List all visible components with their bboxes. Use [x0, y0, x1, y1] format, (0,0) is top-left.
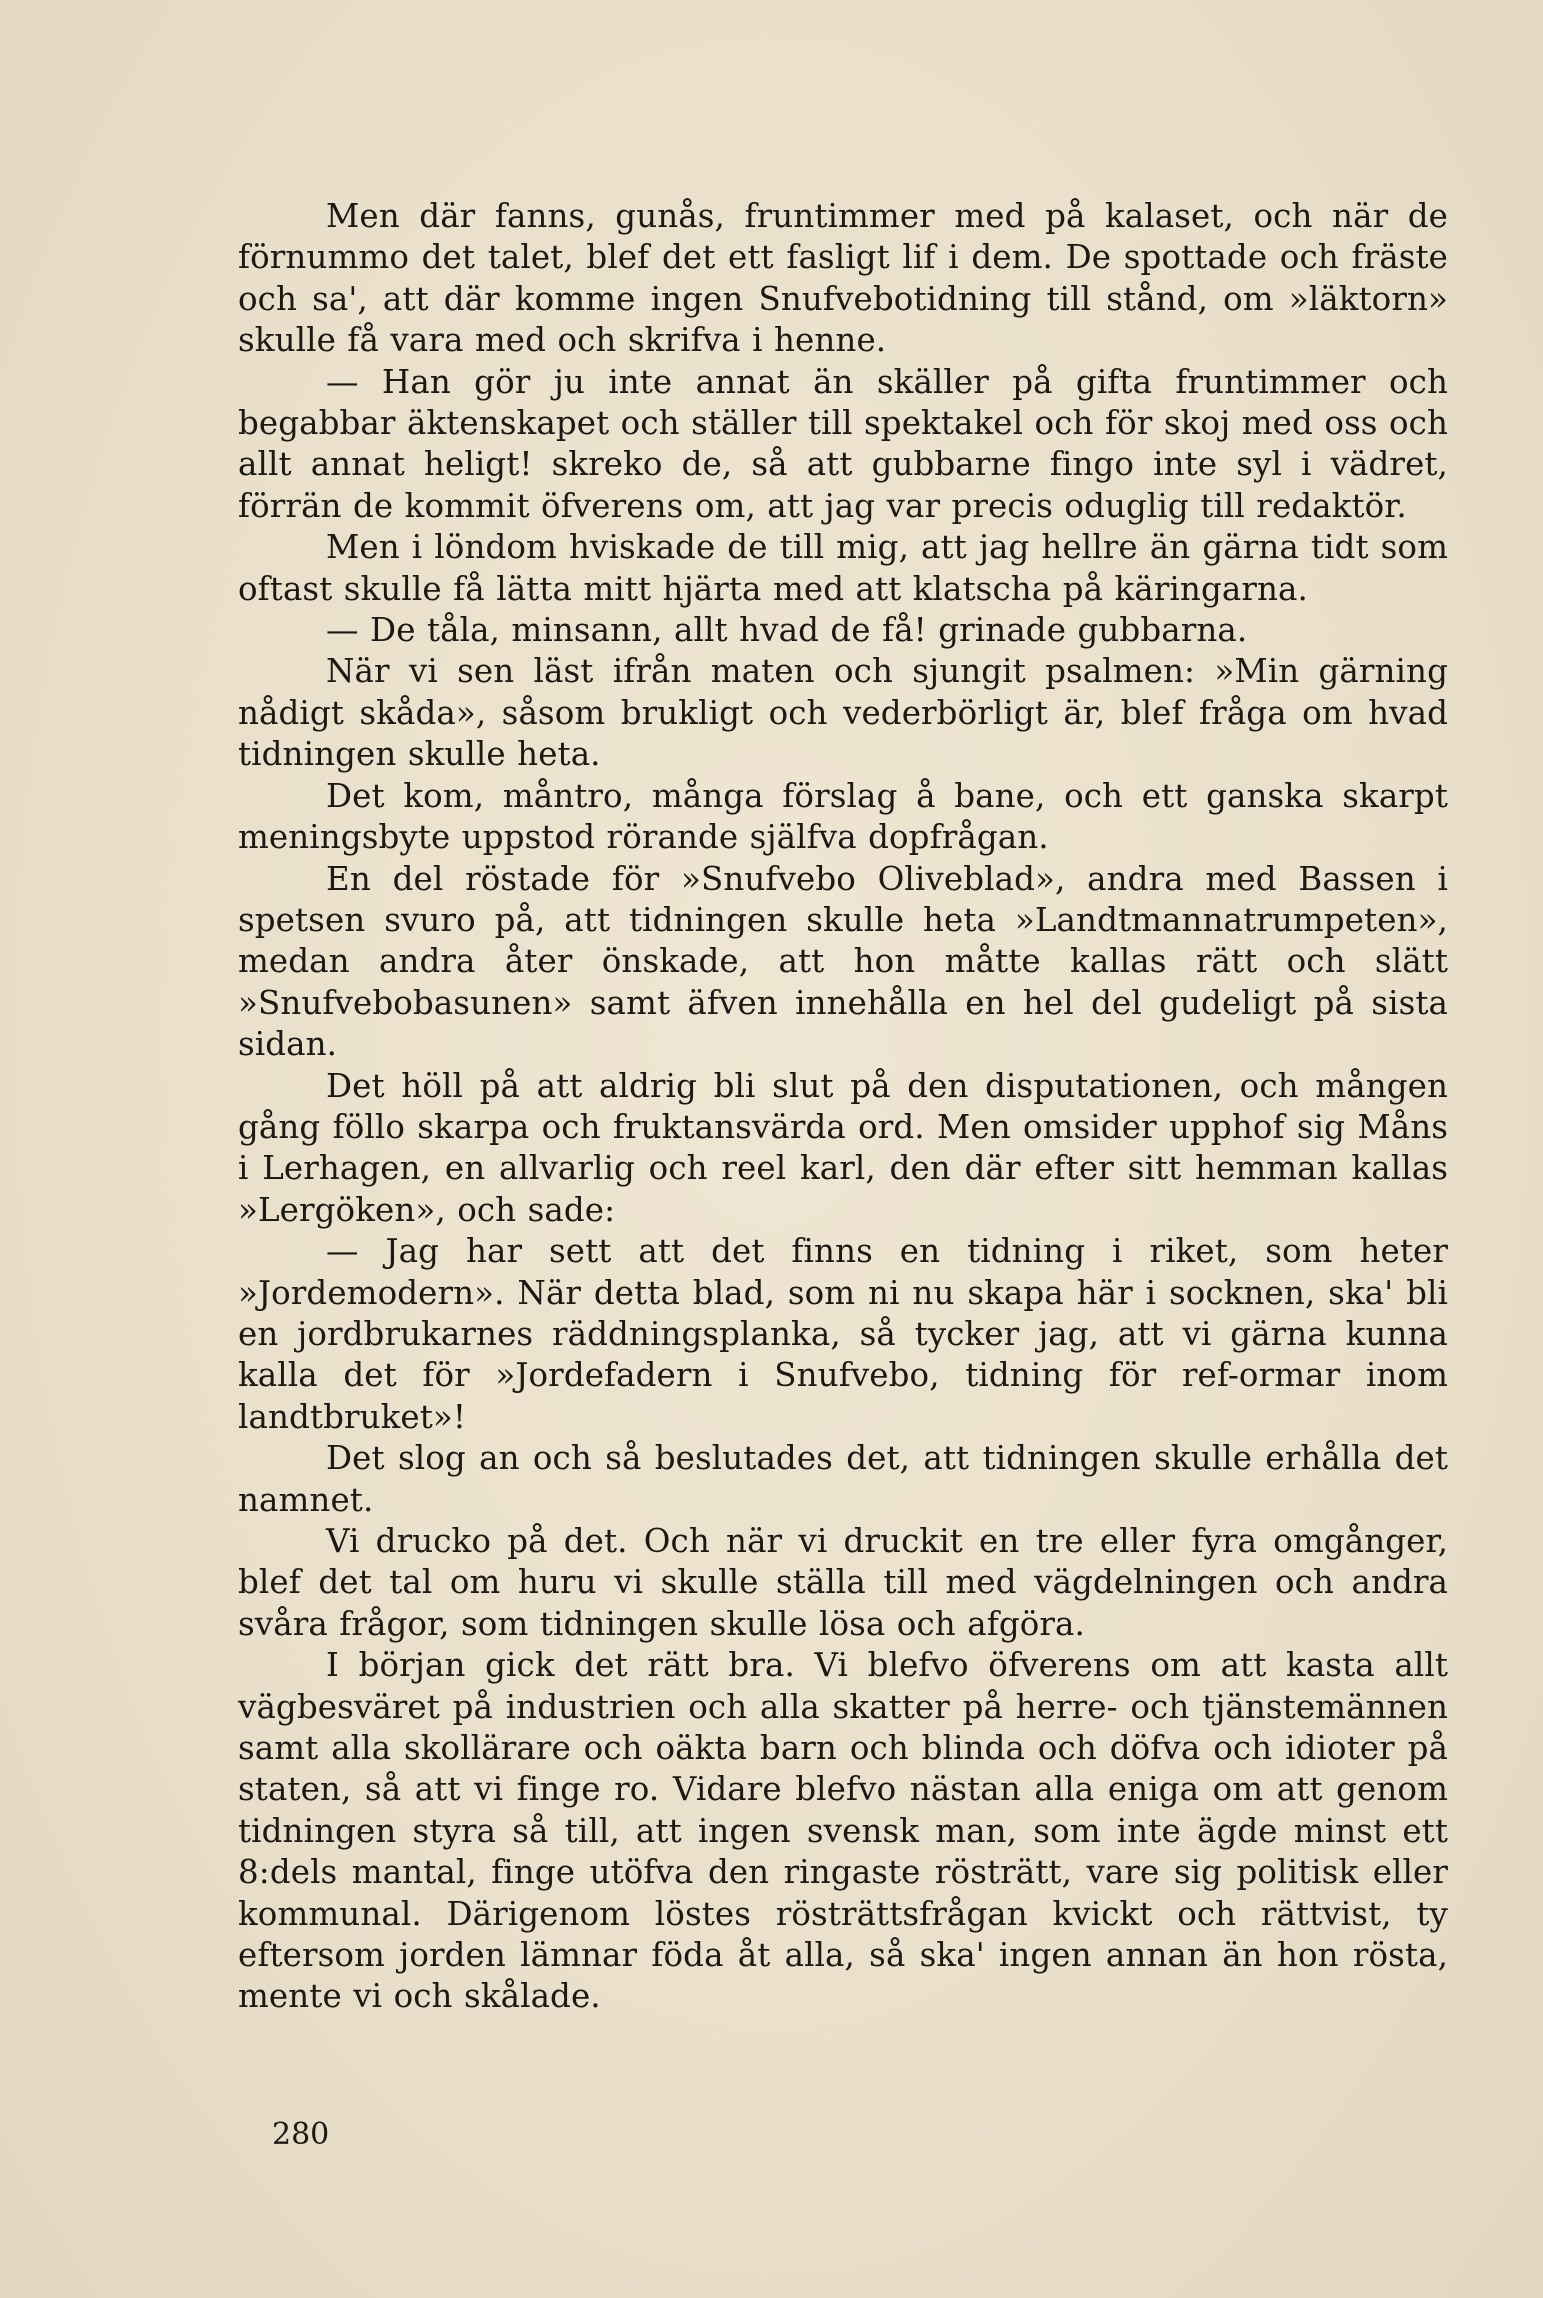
paragraph-3: Men i löndom hviskade de till mig, att jag hellre än gärna tidt som oftast skulle få lätta mitt hjärta med att klatscha på käringarna.: [238, 528, 1448, 608]
paragraph-2: — Han gör ju inte annat än skäller på gifta fruntimmer och begabbar äktenskapet och ställer till spektakel och för skoj med oss och allt annat heligt! skreko de, så att gubbarne fingo inte syl i vädret, förrän de kommit öfverens om, att jag var precis oduglig till redaktör.: [238, 362, 1448, 525]
paragraph-7: En del röstade för »Snufvebo Oliveblad», andra med Bassen i spetsen svuro på, att tidningen skulle heta »Landtmannatrumpeten», medan andra åter önskade, att hon måtte kallas rätt och slätt »Snufvebobasunen» samt äfven innehålla en hel del gudeligt på sista sidan.: [238, 859, 1448, 1064]
body-text: [238, 196, 1448, 2018]
paragraph-4: — De tåla, minsann, allt hvad de få! grinade gubbarna.: [326, 611, 1248, 650]
paragraph-8: Det höll på att aldrig bli slut på den disputationen, och mången gång föllo skarpa och fruktansvärda ord. Men omsider upphof sig Måns i Lerhagen, en allvarlig och reel karl, den där efter sitt hemman kallas »Lergöken», och sade:: [238, 1066, 1448, 1229]
paragraph-1: Men där fanns, gunås, fruntimmer med på kalaset, och när de förnummo det talet, blef det ett fasligt lif i dem. De spottade och fräste och sa', att där komme ingen Snufvebotidning till stånd, om »läktorn» skulle få vara med och skrifva i henne.: [238, 197, 1448, 360]
paragraph-12: I början gick det rätt bra. Vi blefvo öfverens om att kasta allt vägbesväret på industrien och alla skatter på herre- och tjänstemännen samt alla skollärare och oäkta barn och blinda och döfva och idioter på staten, så att vi finge ro. Vidare blefvo nästan alla eniga om att genom tidningen styra så till, att ingen svensk man, som inte ägde minst ett 8:dels mantal, finge utöfva den ringaste rösträtt, vare sig politisk eller kommunal. Därigenom löstes rösträttsfrågan kvickt och rättvist, ty eftersom jorden lämnar föda åt alla, så ska' ingen annan än hon rösta, mente vi och skålade.: [238, 1646, 1448, 2016]
paragraph-6: Det kom, måntro, många förslag å bane, och ett ganska skarpt meningsbyte uppstod rörande själfva dopfrågan.: [238, 776, 1448, 857]
paragraph-10: Det slog an och så beslutades det, att tidningen skulle erhålla det namnet.: [238, 1439, 1448, 1519]
paragraph-11: Vi drucko på det. Och när vi druckit en tre eller fyra omgånger, blef det tal om huru vi skulle ställa till med vägdelningen och andra svåra frågor, som tidningen skulle lösa och afgöra.: [238, 1522, 1448, 1643]
page-number: 280: [272, 2117, 330, 2152]
paragraph-9: — Jag har sett att det finns en tidning i riket, som heter »Jordemodern». När detta blad, som ni nu skapa här i socknen, ska' bli en jordbrukarnes räddningsplanka, så tycker jag, att vi gärna kunna kalla det för »Jordefadern i Snufvebo, tidning för ref-ormar inom landtbruket»!: [238, 1232, 1448, 1436]
paragraph-5: När vi sen läst ifrån maten och sjungit psalmen: »Min gärning nådigt skåda», såsom brukligt och vederbörligt är, blef fråga om hvad tidningen skulle heta.: [238, 652, 1448, 774]
